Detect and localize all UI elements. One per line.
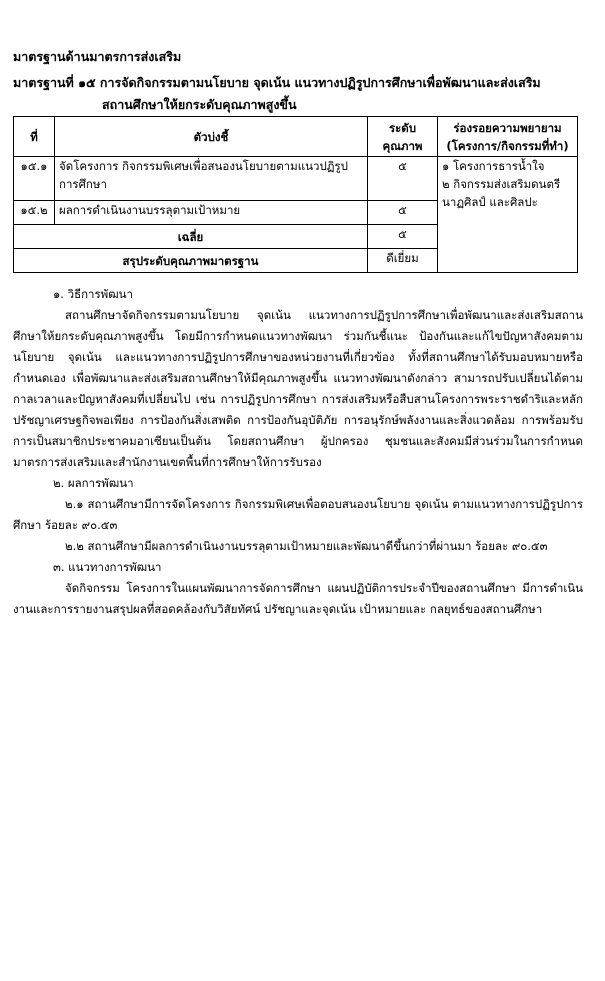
row-level: ๕: [368, 201, 438, 225]
standard-title: มาตรฐานที่ ๑๕ การจัดกิจกรรมตามนโยบาย จุดเน้น แนวทางปฏิรูปการศึกษาเพื่อพัฒนาและส่งเสริม: [13, 75, 541, 90]
evidence-cell: [438, 157, 578, 273]
row-no: ๑๕.๒: [14, 201, 55, 225]
evidence-item: ๒ กิจกรรมส่งเสริมดนตรีนาฏศิลป์ และศิลปะ: [442, 177, 561, 209]
result-item-2: ๒.๒ สถานศึกษามีผลการดำเนินงานบรรลุตามเป้าหมายและพัฒนาดีขึ้นกว่าที่ผ่านมา ร้อยละ ๙๐.๕๓: [65, 539, 548, 553]
row-indicator: จัดโครงการ กิจกรรมพิเศษเพื่อสนองนโยบายตามแนวปฏิรูปการศึกษา: [55, 157, 368, 201]
standard-category-heading: มาตรฐานด้านมาตรการส่งเสริม: [13, 49, 182, 64]
method-heading: ๑. วิธีการพัฒนา: [53, 287, 133, 301]
result-heading: ๒. ผลการพัฒนา: [53, 476, 134, 490]
table-header-row: [14, 117, 578, 157]
header-level-line2: คุณภาพ: [382, 138, 423, 153]
guide-heading: ๓. แนวทางการพัฒนา: [53, 560, 162, 574]
summary-label: สรุประดับคุณภาพมาตรฐาน: [14, 249, 368, 273]
standard-title-continued: สถานศึกษาให้ยกระดับคุณภาพสูงขึ้น: [102, 97, 297, 112]
header-no: ที่: [14, 117, 55, 157]
header-level-line1: ระดับ: [388, 120, 417, 135]
result-item-1: ๒.๑ สถานศึกษามีการจัดโครงการ กิจกรรมพิเศษเพื่อตอบสนองนโยบาย จุดเน้น ตามแนวทางการปฏิรูปการศึกษา ร้อยละ ๙๐.๕๓: [13, 497, 583, 532]
average-value: ๕: [368, 225, 438, 249]
header-evidence-line2: (โครงการ/กิจกรรมที่ทำ): [446, 138, 569, 153]
row-indicator: ผลการดำเนินงานบรรลุตามเป้าหมาย: [55, 201, 368, 225]
body-content: [13, 284, 583, 620]
guide-paragraph: จัดกิจกรรม โครงการในแผนพัฒนาการจัดการศึกษา แผนปฏิบัติการประจำปีของสถานศึกษา มีการดำเนินงานและการรายงานสรุปผลที่สอดคล้องกับวิสัยทัศน์ ปรัชญาและจุดเน้น เป้าหมายและ กลยุทธ์ของสถานศึกษา: [13, 581, 583, 616]
header-evidence: [438, 117, 578, 157]
standard-table: [13, 116, 578, 273]
header-indicator: ตัวบ่งชี้: [55, 117, 368, 157]
row-level: ๕: [368, 157, 438, 201]
header-evidence-line1: ร่องรอยความพยายาม: [453, 120, 562, 135]
average-label: เฉลี่ย: [14, 225, 368, 249]
summary-value: ดีเยี่ยม: [368, 249, 438, 273]
table-row: [14, 157, 578, 201]
header-level: [368, 117, 438, 157]
row-no: ๑๕.๑: [14, 157, 55, 201]
evidence-item: ๑ โครงการธารน้ำใจ: [442, 159, 545, 173]
method-paragraph: สถานศึกษาจัดกิจกรรมตามนโยบาย จุดเน้น แนวทางการปฏิรูปการศึกษาเพื่อพัฒนาและส่งเสริมสถานศึกษาให้ยกระดับคุณภาพสูงขึ้น โดยมีการกำหนดแนวทางพัฒนา ร่วมกันชี้แนะ ป้องกันและแก้ไขปัญหาสังคมตามนโยบาย จุดเน้น และแนวทางการปฏิรูปการศึกษาของหน่วยงานที่เกี่ยวข้อง ทั้งที่สถานศึกษาได้รับมอบหมายหรือกำหนดเอง เพื่อพัฒนาและส่งเสริมสถานศึกษาให้มีคุณภาพสูงขึ้น แนวทางพัฒนาดังกล่าว สามารถปรับเปลี่ยนได้ตามกาลเวลาและปัญหาสังคมที่เปลี่ยนไป เช่น การปฏิรูปการศึกษา การส่งเสริมหรือสืบสานโครงการพระราชดำริและหลักปรัชญาเศรษฐกิจพอเพียง การป้องกันสิ่งเสพติด การป้องกันอุบัติภัย การอนุรักษ์พลังงานและสิ่งแวดล้อม การพร้อมรับการเป็นสมาชิกประชาคมอาเซียนเป็นต้น โดยสถานศึกษา ผู้ปกครอง ชุมชนและสังคมมีส่วนร่วมในการกำหนดมาตรการส่งเสริมและสำนักงานเขตพื้นที่การศึกษาให้การรับรอง: [13, 308, 583, 469]
